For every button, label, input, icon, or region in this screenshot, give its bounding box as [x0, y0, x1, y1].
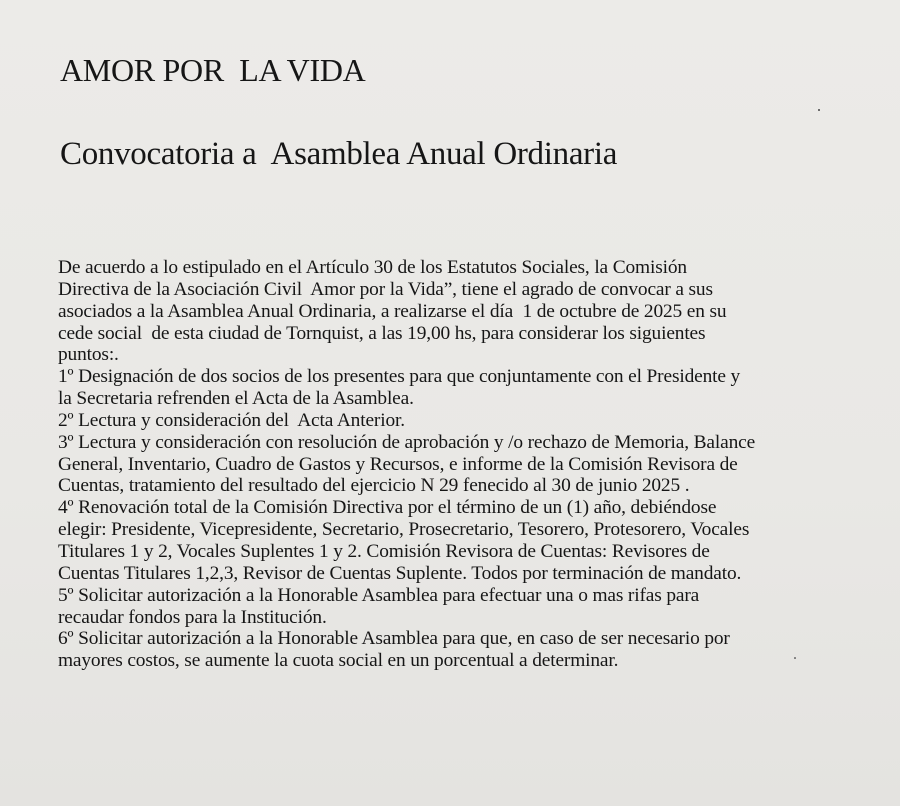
document-subtitle: Convocatoria a Asamblea Anual Ordinaria — [60, 136, 618, 172]
body-line: puntos:. — [58, 344, 119, 366]
agenda-item-6-line: mayores costos, se aumente la cuota social en un porcentual a determinar. — [58, 650, 619, 672]
body-line: De acuerdo a lo estipulado en el Artículo 30 de los Estatutos Sociales, la Comisión — [58, 257, 687, 278]
agenda-item-4-line: elegir: Presidente, Vicepresidente, Secretario, Prosecretario, Tesorero, Protesorero, Vocales — [58, 519, 750, 541]
agenda-item-2-line: 2º Lectura y consideración del Acta Anterior. — [58, 409, 405, 431]
agenda-item-5-line: 5º Solicitar autorización a la Honorable Asamblea para efectuar una o mas rifas para — [58, 584, 700, 606]
paper-speck — [818, 109, 820, 111]
agenda-item-6-line: 6º Solicitar autorización a la Honorable Asamblea para que, en caso de ser necesario por — [58, 628, 730, 650]
body-line: cede social de esta ciudad de Tornquist, a las 19,00 hs, para considerar los siguientes — [58, 322, 706, 344]
agenda-item-1-line: 1º Designación de dos socios de los presentes para que conjuntamente con el Presidente y — [58, 366, 741, 388]
document-title: AMOR POR LA VIDA — [60, 52, 366, 88]
agenda-item-1-line: la Secretaria refrenden el Acta de la Asamblea. — [58, 388, 414, 410]
agenda-item-3-line: General, Inventario, Cuadro de Gastos y Recursos, e informe de la Comisión Revisora de — [58, 453, 738, 475]
paper-speck — [794, 657, 796, 659]
agenda-item-5-line: recaudar fondos para la Institución. — [58, 606, 327, 628]
agenda-item-4-line: 4º Renovación total de la Comisión Directiva por el término de un (1) año, debiéndose — [58, 497, 717, 519]
agenda-item-4-line: Cuentas Titulares 1,2,3, Revisor de Cuentas Suplente. Todos por terminación de mandato. — [58, 562, 742, 584]
agenda-item-3-line: Cuentas, tratamiento del resultado del ejercicio N 29 fenecido al 30 de junio 2025 . — [58, 475, 690, 497]
agenda-item-4-line: Titulares 1 y 2, Vocales Suplentes 1 y 2. Comisión Revisora de Cuentas: Revisores de — [58, 540, 710, 562]
agenda-item-3-line: 3º Lectura y consideración con resolución de aprobación y /o rechazo de Memoria, Balance — [58, 431, 756, 453]
document-body — [58, 257, 848, 672]
body-line: Directiva de la Asociación Civil Amor por la Vida”, tiene el agrado de convocar a sus — [58, 278, 713, 300]
body-line: asociados a la Asamblea Anual Ordinaria, a realizarse el día 1 de octubre de 2025 en su — [58, 300, 727, 322]
